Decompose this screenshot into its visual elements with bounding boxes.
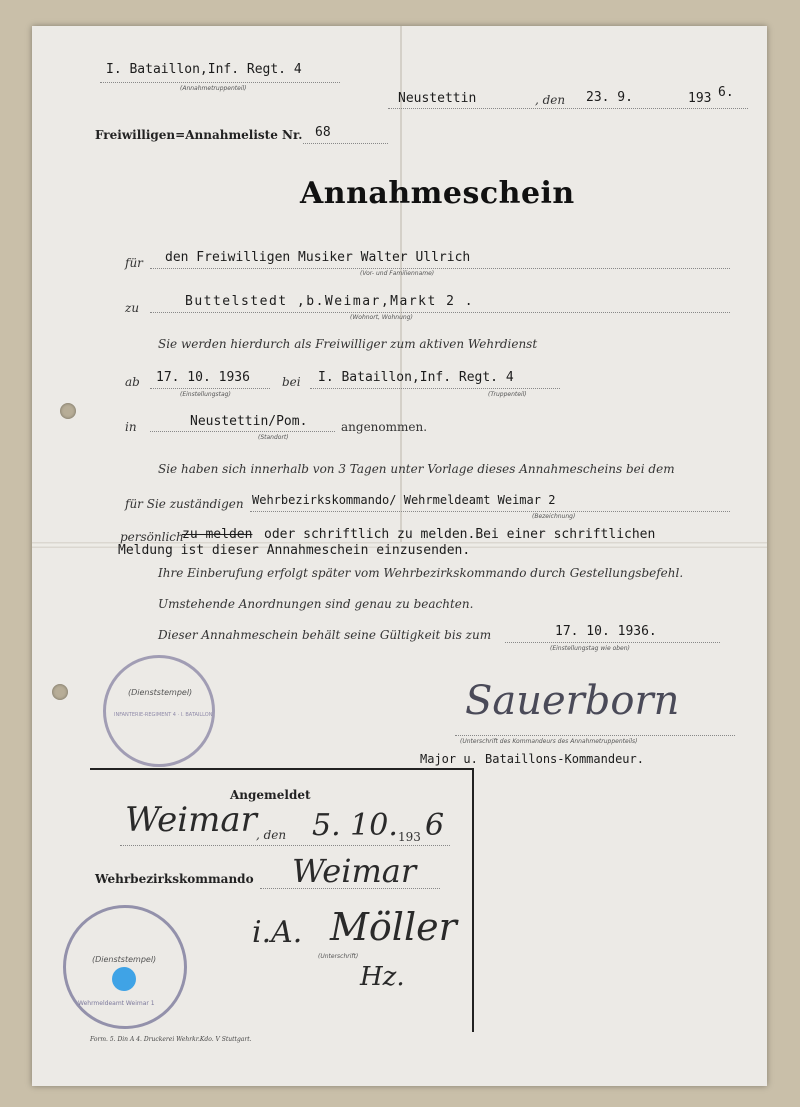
garrison: Neustettin/Pom. [190,414,308,429]
registration-stamp-caption: (Dienststempel) [92,955,157,964]
document-title: Annahmeschein [300,176,575,211]
registration-signature-caption: (Unterschrift) [318,953,359,960]
zu-label: zu [125,301,140,315]
signature-caption: (Unterschrift des Kommandeurs des Annahmetruppenteils) [460,738,638,745]
registration-year-prefix: 193 [398,830,421,844]
struck-text: zu melden [182,527,253,542]
registration-year-suffix: 6 [425,808,445,843]
den-label: , den [535,93,566,107]
district-place: Weimar [292,852,417,890]
header-year-suffix: 6. [718,85,734,100]
list-label: Freiwilligen=Annahmeliste Nr. [95,128,303,142]
header-date: 23. 9. [586,90,633,105]
ab-label: ab [125,375,140,389]
accepted-label: angenommen. [341,420,428,434]
unit-name: I. Bataillon,Inf. Regt. 4 [106,62,302,77]
bei-label: bei [282,375,301,389]
entry-date: 17. 10. 1936 [156,370,250,385]
list-number: 68 [315,125,331,140]
entry-date-caption: (Einstellungstag) [180,391,231,398]
commander-title: Major u. Bataillons-Kommandeur. [420,752,644,766]
punch-hole-upper [60,403,76,419]
office-caption: (Bezeichnung) [532,513,576,520]
report-line-2: für Sie zuständigen [125,497,244,511]
office-typed: Wehrbezirkskommando/ Wehrmeldeamt Weimar 2 [252,493,556,507]
registration-date: 5. 10. [312,808,398,843]
rules-line: Umstehende Anordnungen sind genau zu beachten. [158,597,474,611]
punch-hole-lower [52,684,68,700]
registration-place: Weimar [125,800,257,840]
address-caption: (Wohnort, Wohnung) [350,314,413,321]
registration-heading: Angemeldet [230,788,311,802]
unit-caption: (Annahmetruppenteil) [180,85,247,92]
address: Buttelstedt ,b.Weimar,Markt 2 . [185,294,475,309]
header-year-prefix: 193 [688,91,712,106]
registration-den-label: , den [256,828,287,842]
stamp-text: INFANTERIE-REGIMENT 4 · I. BATAILLON [114,712,213,718]
report-line-4: Meldung ist dieser Annahmeschein einzusenden. [118,543,471,558]
volunteer-name: den Freiwilligen Musiker Walter Ullrich [165,250,471,265]
registration-initials: Hz. [360,962,405,992]
registration-stamp-text: Wehrmeldeamt Weimar 1 [78,1000,155,1007]
valid-date: 17. 10. 1936. [555,624,657,639]
garrison-caption: (Standort) [258,434,289,441]
fuer-label: für [125,256,143,270]
registration-signature-prefix: i.A. [252,915,303,950]
call-up-line: Ihre Einberufung erfolgt später vom Wehrbezirkskommando durch Gestellungsbefehl. [158,566,684,580]
report-line-3-prefix: persönlich [120,530,184,544]
validity-line: Dieser Annahmeschein behält seine Gültigkeit bis zum [158,628,492,642]
district-label: Wehrbezirkskommando [95,872,254,886]
acceptance-line: Sie werden hierdurch als Freiwilliger zum aktiven Wehrdienst [158,337,538,351]
entry-unit-caption: (Truppenteil) [488,391,527,398]
report-line-1: Sie haben sich innerhalb von 3 Tagen unter Vorlage dieses Annahmescheins bei dem [158,462,675,476]
stamp-caption: (Dienststempel) [128,688,193,697]
form-footer: Form. 5. Din A 4. Druckerei Wehrkr.Kdo. V Stuttgart. [90,1036,252,1043]
in-label: in [125,420,137,434]
entry-unit: I. Bataillon,Inf. Regt. 4 [318,370,514,385]
registration-signature: Möller [330,905,457,949]
battalion-stamp [103,655,215,767]
place: Neustettin [398,91,477,106]
name-caption: (Vor- und Familienname) [360,270,435,277]
commander-signature: Sauerborn [465,678,680,724]
report-line-3: oder schriftlich zu melden.Bei einer schriftlichen [264,527,656,542]
blue-mark [112,967,136,991]
valid-caption: (Einstellungstag wie oben) [550,645,630,652]
